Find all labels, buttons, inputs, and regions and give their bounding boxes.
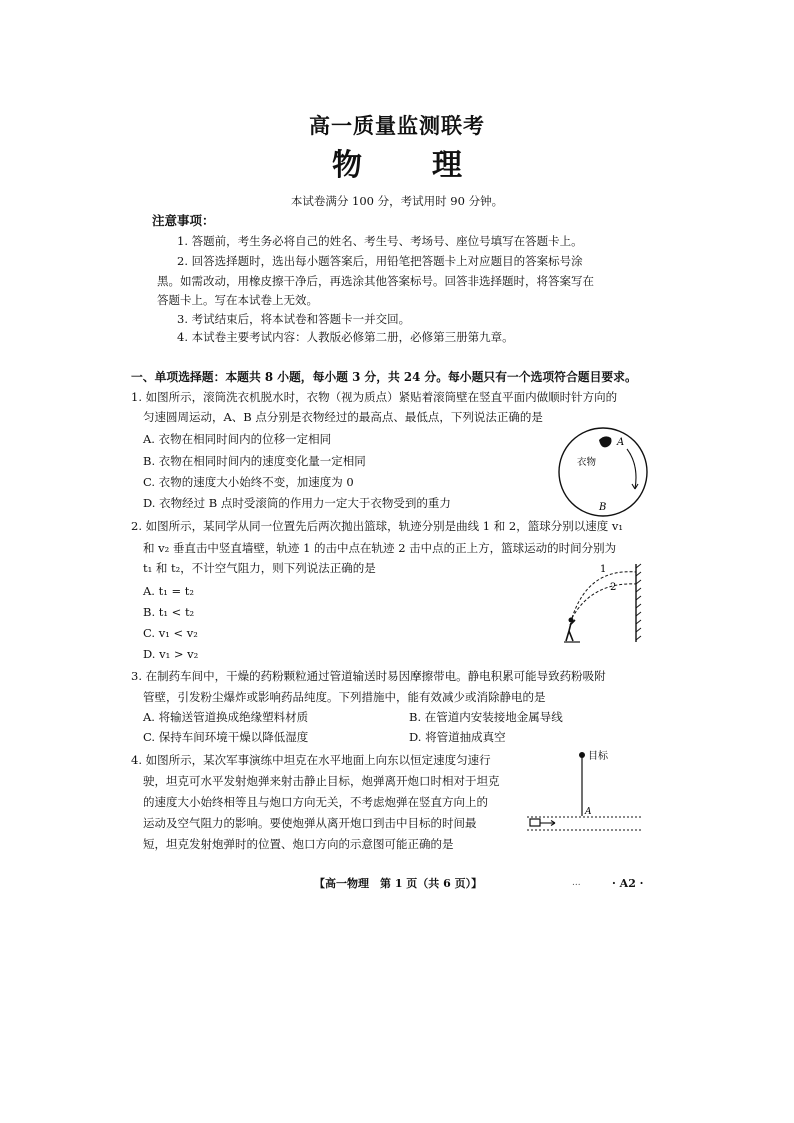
question-4-line: 运动及空气阻力的影响。要使炮弹从离开炮口到击中目标的时间最 bbox=[143, 816, 477, 830]
point-a-label: A bbox=[617, 437, 625, 448]
question-2-line: t₁ 和 t₂，不计空气阻力，则下列说法正确的是 bbox=[143, 561, 376, 575]
cloth-label: 衣物 bbox=[577, 457, 597, 468]
subject-char-2: 理 bbox=[432, 148, 462, 183]
washing-drum-figure bbox=[555, 423, 655, 523]
footer-dots: ... bbox=[572, 878, 581, 888]
question-2-option-a: A. t₁ = t₂ bbox=[143, 584, 195, 598]
subject-char-1: 物 bbox=[332, 148, 362, 183]
question-3-line: 3. 在制药车间中，干燥的药粉颗粒通过管道输送时易因摩擦带电。静电积累可能导致药粉吸附 bbox=[131, 669, 606, 683]
question-3-line: 管壁，引发粉尘爆炸或影响药品纯度。下列措施中，能有效减少或消除静电的是 bbox=[143, 690, 546, 704]
page-footer: 【高一物理 第 1 页（共 6 页）】 bbox=[314, 877, 483, 890]
question-1-line: 匀速圆周运动，A、B 点分别是衣物经过的最高点、最低点，下列说法正确的是 bbox=[143, 410, 543, 424]
question-2-option-b: B. t₁ < t₂ bbox=[143, 605, 195, 619]
notes-heading: 注意事项： bbox=[152, 213, 215, 228]
notes-line: 黑。如需改动，用橡皮擦干净后，再选涂其他答案标号。回答非选择题时，将答案写在 bbox=[157, 274, 594, 288]
notes-line: 3. 考试结束后，将本试卷和答题卡一并交回。 bbox=[177, 312, 411, 326]
trajectory-2-label: 2 bbox=[610, 582, 617, 593]
basketball-figure bbox=[558, 558, 648, 648]
question-3-option-a: A. 将输送管道换成绝缘塑料材质 bbox=[143, 710, 309, 724]
point-b-label: B bbox=[599, 502, 607, 513]
question-3-option-d: D. 将管道抽成真空 bbox=[409, 730, 506, 744]
question-3-option-b: B. 在管道内安装接地金属导线 bbox=[409, 710, 563, 724]
question-4-line: 的速度大小始终相等且与炮口方向无关，不考虑炮弹在竖直方向上的 bbox=[143, 795, 488, 809]
question-1-option-c: C. 衣物的速度大小始终不变，加速度为 0 bbox=[143, 475, 354, 489]
paper-code: · A2 · bbox=[612, 877, 644, 890]
target-label: 目标 bbox=[588, 751, 608, 762]
question-2-line: 和 v₂ 垂直击中竖直墙壁，轨迹 1 的击中点在轨迹 2 击中点的正上方，篮球运动的时间分别为 bbox=[143, 541, 617, 555]
notes-line: 4. 本试卷主要考试内容：人教版必修第二册，必修第三册第九章。 bbox=[177, 330, 514, 344]
trajectory-1-label: 1 bbox=[600, 564, 607, 575]
question-4-line: 驶，坦克可水平发射炮弹来射击静止目标，炮弹离开炮口时相对于坦克 bbox=[143, 774, 500, 788]
score-info: 本试卷满分 100 分，考试用时 90 分钟。 bbox=[290, 194, 504, 208]
section-heading: 一、单项选择题：本题共 8 小题，每小题 3 分，共 24 分。每小题只有一个选项符合题目要求。 bbox=[131, 370, 637, 384]
point-a-label: A bbox=[585, 807, 592, 817]
notes-line: 答题卡上。写在本试卷上无效。 bbox=[157, 293, 318, 307]
question-1-option-a: A. 衣物在相同时间内的位移一定相同 bbox=[143, 432, 332, 446]
question-1-option-d: D. 衣物经过 B 点时受滚筒的作用力一定大于衣物受到的重力 bbox=[143, 496, 451, 510]
notes-line: 2. 回答选择题时，选出每小题答案后，用铅笔把答题卡上对应题目的答案标号涂 bbox=[177, 254, 583, 268]
notes-line: 1. 答题前，考生务必将自己的姓名、考生号、考场号、座位号填写在答题卡上。 bbox=[177, 234, 583, 248]
question-4-line: 4. 如图所示，某次军事演练中坦克在水平地面上向东以恒定速度匀速行 bbox=[131, 753, 491, 767]
question-2-option-d: D. v₁ > v₂ bbox=[143, 647, 199, 661]
subject-title bbox=[0, 140, 794, 184]
tank-target-figure bbox=[525, 746, 645, 836]
question-2-option-c: C. v₁ < v₂ bbox=[143, 626, 198, 640]
exam-title: 高一质量监测联考 bbox=[309, 113, 485, 138]
question-2-line: 2. 如图所示，某同学从同一位置先后两次抛出篮球，轨迹分别是曲线 1 和 2，篮球分别以速度 v₁ bbox=[131, 519, 623, 533]
question-1-line: 1. 如图所示，滚筒洗衣机脱水时，衣物（视为质点）紧贴着滚筒壁在竖直平面内做顺时针方向的 bbox=[131, 390, 618, 404]
question-3-option-c: C. 保持车间环境干燥以降低湿度 bbox=[143, 730, 309, 744]
question-1-option-b: B. 衣物在相同时间内的速度变化量一定相同 bbox=[143, 454, 366, 468]
question-4-line: 短，坦克发射炮弹时的位置、炮口方向的示意图可能正确的是 bbox=[143, 837, 454, 851]
